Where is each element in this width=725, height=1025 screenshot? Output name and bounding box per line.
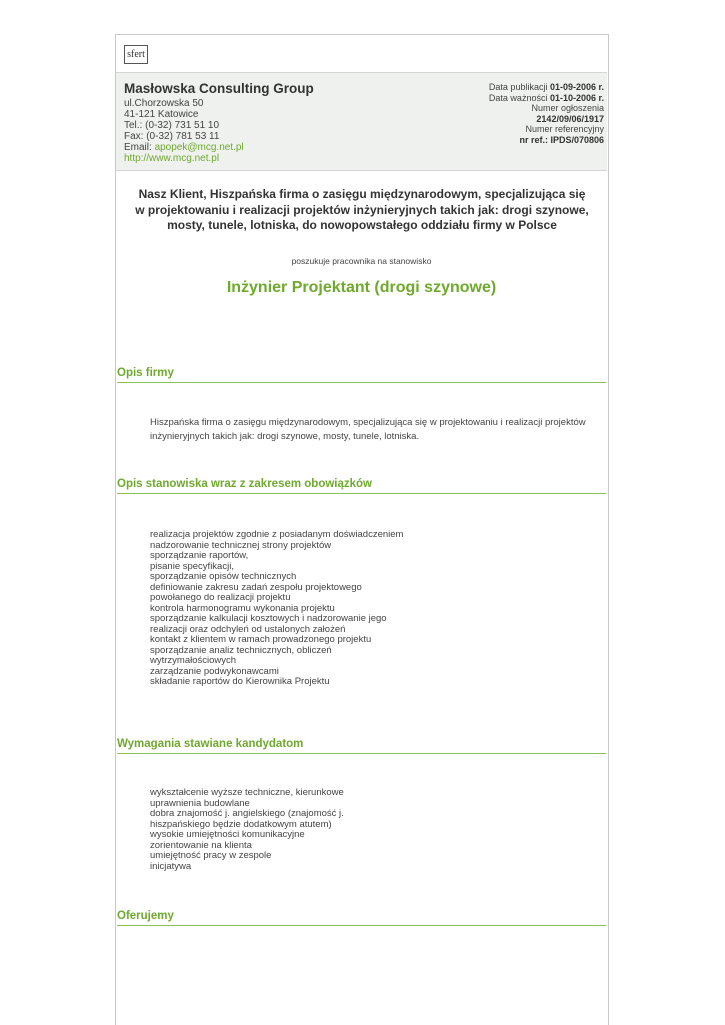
publication-date-value: 01-09-2006 r.: [549, 82, 604, 92]
list-item: realizacja projektów zgodnie z posiadanym doświadczeniem: [150, 529, 404, 540]
list-item: umiejętność pracy w zespole: [150, 850, 272, 861]
expiry-date: [489, 93, 604, 104]
description-line: Hiszpańska firma o zasięgu międzynarodowym, specjalizująca się w projektowaniu i realizacji projektów: [150, 417, 586, 428]
list-item: powołanego do realizacji projektu: [150, 592, 291, 603]
ad-number-label: Numer ogłoszenia: [531, 103, 604, 113]
company-info: [124, 81, 314, 164]
employer-header: [116, 72, 607, 171]
company-fax: Fax: (0-32) 781 53 11: [124, 131, 220, 142]
duties-list: [150, 530, 570, 688]
company-email-row: [124, 142, 314, 153]
list-item: uprawnienia budowlane: [150, 797, 250, 809]
job-title: Inżynier Projektant (drogi szynowe): [226, 279, 497, 296]
ad-number-value: 2142/09/06/1917: [536, 113, 604, 124]
employer-intro: [125, 187, 599, 234]
intro-line: Nasz Klient, Hiszpańska firma o zasięgu międzynarodowym, specjalizująca się: [138, 187, 586, 201]
list-item: dobra znajomość j. angielskiego (znajomość j.: [150, 808, 344, 819]
email-label: Email:: [124, 142, 155, 153]
reference-label: Numer referencyjny: [525, 124, 604, 134]
ad-meta: [489, 82, 604, 145]
list-item: wysokie umiejętności komunikacyjne: [150, 829, 305, 840]
seeking-text: poszukuje pracownika na stanowisko: [291, 256, 432, 266]
reference-number-value: nr ref.: IPDS/070806: [519, 134, 604, 145]
section-requirements-heading: Wymagania stawiane kandydatom: [117, 738, 606, 754]
intro-line: mosty, tunele, lotniska, do nowopowstałego oddziału firmy w Polsce: [167, 218, 557, 232]
section-duties-heading: Opis stanowiska wraz z zakresem obowiązków: [117, 478, 606, 494]
section-offer-heading: Oferujemy: [117, 910, 606, 926]
company-city: 41-121 Katowice: [124, 109, 199, 120]
list-item: sporządzanie analiz technicznych, obliczeń: [150, 644, 332, 656]
company-street: ul.Chorzowska 50: [124, 98, 204, 109]
email-link[interactable]: apopek@mcg.net.pl: [154, 142, 244, 153]
list-item: definiowanie zakresu zadań zespołu projektowego: [150, 581, 362, 593]
list-item: kontakt z klientem w ramach prowadzonego projektu: [150, 634, 372, 645]
list-item: pisanie specyfikacji,: [150, 560, 234, 572]
section-company-heading: Opis firmy: [117, 367, 606, 383]
company-phone: Tel.: (0-32) 731 51 10: [124, 120, 220, 131]
ad-number: [489, 114, 604, 125]
list-item: wykształcenie wyższe techniczne, kierunkowe: [150, 787, 344, 798]
intro-line: w projektowaniu i realizacji projektów inżynieryjnych takich jak: drogi szynowe,: [135, 202, 589, 217]
website-link[interactable]: http://www.mcg.net.pl: [124, 153, 220, 164]
list-item: realizacji oraz odchyleń od ustalonych założeń: [150, 623, 346, 635]
list-item: składanie raportów do Kierownika Projektu: [150, 676, 330, 687]
requirements-list: [150, 788, 570, 872]
reference-number: [489, 135, 604, 146]
publication-date: [489, 82, 604, 93]
sfert-logo: sfert: [124, 45, 148, 64]
company-description: [150, 416, 602, 444]
list-item: kontrola harmonogramu wykonania projektu: [150, 602, 335, 614]
publication-date-label: Data publikacji: [488, 82, 550, 92]
expiry-date-value: 01-10-2006 r.: [549, 92, 604, 103]
company-name: Masłowska Consulting Group: [124, 81, 314, 96]
list-item: sporządzanie raportów,: [150, 550, 249, 561]
list-item: nadzorowanie technicznej strony projektów: [150, 539, 332, 551]
list-item: zorientowanie na klienta: [150, 839, 252, 851]
expiry-date-label: Data ważności: [488, 92, 550, 103]
list-item: inicjatywa: [150, 860, 192, 872]
list-item: wytrzymałościowych: [150, 655, 237, 666]
list-item: hiszpańskiego będzie dodatkowym atutem): [150, 818, 332, 830]
list-item: zarządzanie podwykonawcami: [150, 665, 279, 677]
list-item: sporządzanie opisów technicznych: [150, 571, 297, 582]
list-item: sporządzanie kalkulacji kosztowych i nadzorowanie jego: [150, 613, 387, 624]
description-line: inżynieryjnych takich jak: drogi szynowe, mosty, tunele, lotniska.: [150, 431, 420, 442]
